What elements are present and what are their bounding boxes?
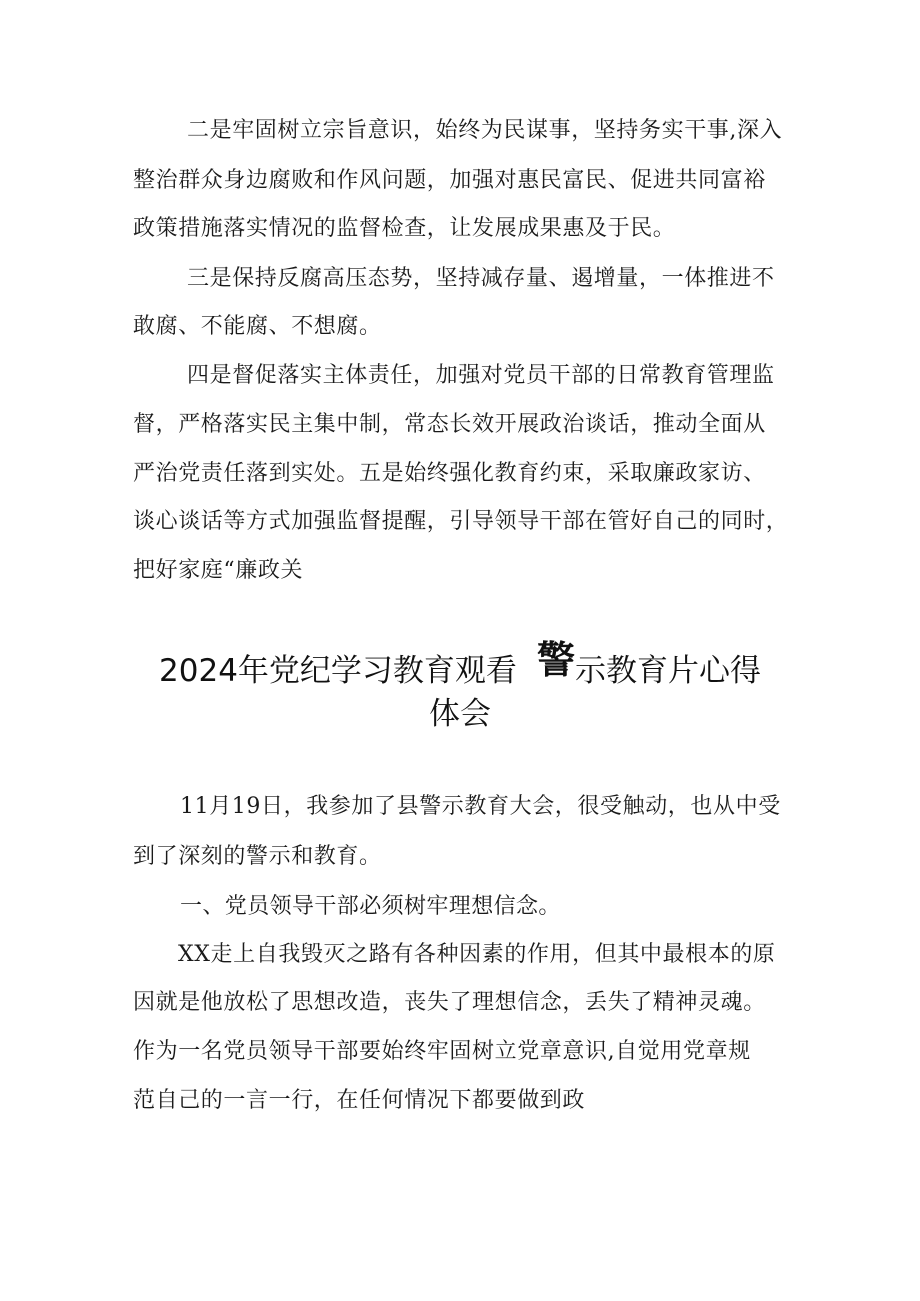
section-heading: 一、党员领导干部必须树牢理想信念。 (180, 894, 561, 919)
document-title (0, 638, 920, 691)
title-large-char: 警 (536, 638, 575, 682)
paragraph-line: 敢腐、不能腐、不想腐。 (133, 314, 382, 339)
title-part-1: 2024年党纪学习教育观看 (159, 653, 517, 689)
document-title-line-2: 体会 (429, 696, 491, 732)
paragraph-line: 三是保持反腐高压态势，坚持减存量、遏增量，一体推进不 (187, 266, 775, 291)
paragraph-line: 严治党责任落到实处。五是始终强化教育约束，采取廉政家访、 (133, 461, 766, 486)
paragraph-line: 四是督促落实主体责任，加强对党员干部的日常教育管理监 (187, 363, 775, 388)
paragraph-line: 因就是他放松了思想改造，丧失了理想信念，丢失了精神灵魂。 (133, 990, 766, 1015)
paragraph-line: 作为一名党员领导干部要始终牢固树立党章意识,自觉用党章规 (133, 1039, 751, 1064)
paragraph-line: 谈心谈话等方式加强监督提醒，引导领导干部在管好自己的同时， (133, 509, 789, 534)
paragraph-line: XX走上自我毁灭之路有各种因素的作用，但其中最根本的原 (178, 942, 776, 967)
paragraph-line: 二是牢固树立宗旨意识，始终为民谋事，坚持务实干事,深入 (187, 118, 783, 143)
paragraph-line: 督，严格落实民主集中制，常态长效开展政治谈话，推动全面从 (133, 412, 766, 437)
paragraph-line: 整治群众身边腐败和作风问题，加强对惠民富民、促进共同富裕 (133, 168, 766, 193)
paragraph-line: 到了深刻的警示和教育。 (133, 844, 382, 869)
title-part-3: 示教育片心得 (574, 653, 761, 689)
paragraph-line: 11月19日，我参加了县警示教育大会，很受触动，也从中受 (180, 794, 781, 819)
paragraph-line: 范自己的一言一行，在任何情况下都要做到政 (133, 1088, 586, 1113)
paragraph-line: 把好家庭“廉政关 (133, 558, 304, 583)
paragraph-line: 政策措施落实情况的监督检查，让发展成果惠及于民。 (133, 216, 676, 241)
